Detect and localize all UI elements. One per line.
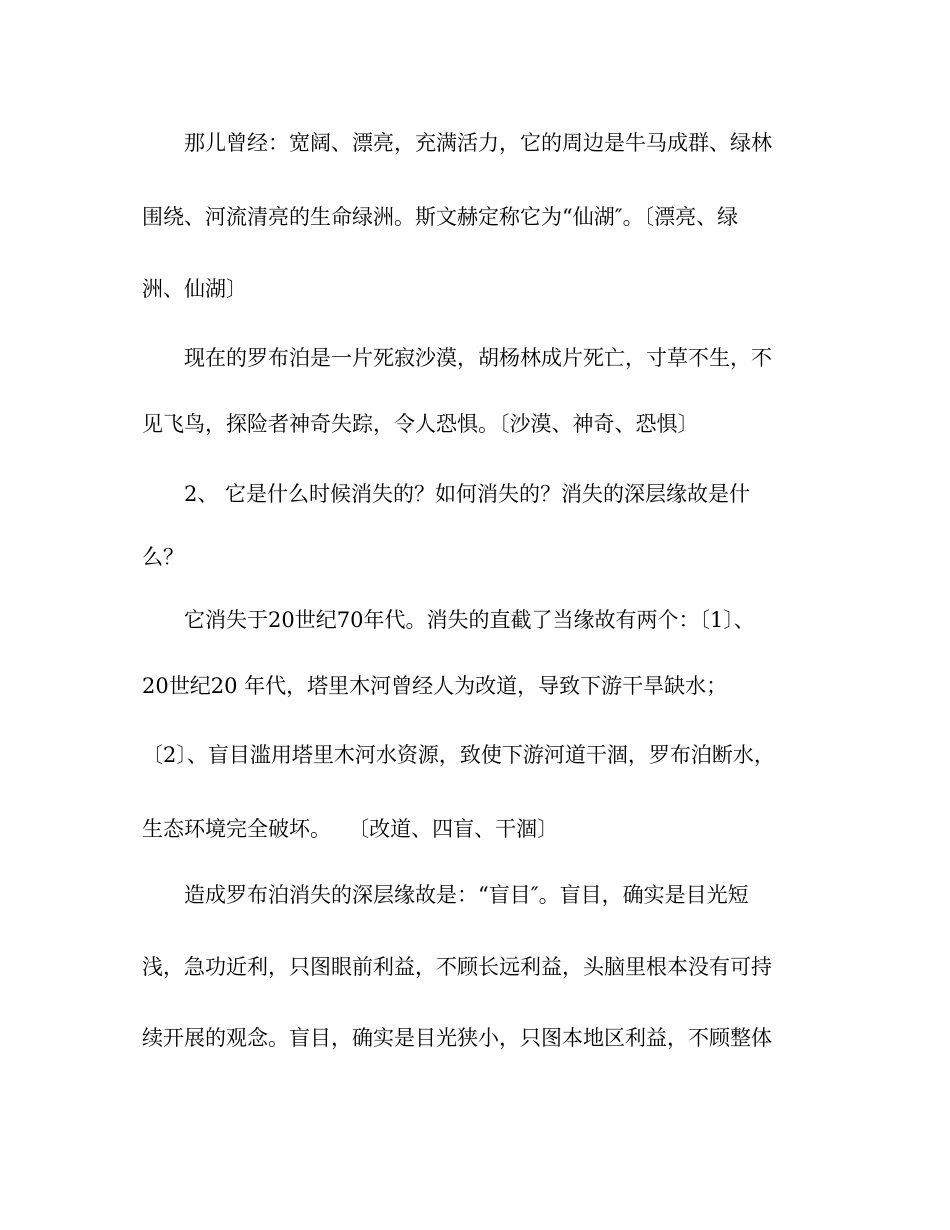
text-line: 浅，急功近利，只图眼前利益，不顾长远利益，头脑里根本没有可持: [142, 955, 772, 979]
text-line: 见飞鸟，探险者神奇失踪，令人恐惧。〔沙漠、神奇、恐惧〕: [142, 412, 699, 436]
text-line: 现在的罗布泊是一片死寂沙漠，胡杨林成片死亡，寸草不生，不: [184, 346, 772, 370]
text-line: 造成罗布泊消失的深层缘故是：“盲目″。盲目，确实是目光短: [184, 883, 749, 907]
question-heading-cont: 么？: [142, 545, 184, 569]
text-line: 生态环境完全破坏。 〔改道、四盲、干涸〕: [142, 817, 559, 841]
text-line: 续开展的观念。盲目，确实是目光狭小，只图本地区利益，不顾整体: [142, 1026, 772, 1050]
text-line: 围绕、河流清亮的生命绿洲。斯文赫定称它为“仙湖″。〔漂亮、绿: [142, 205, 739, 229]
text-line: 它消失于20世纪70年代。消失的直截了当缘故有两个：〔1〕、: [184, 608, 755, 632]
question-heading: 2、 它是什么时候消失的？如何消失的？消失的深层缘故是什: [184, 482, 751, 506]
text-line: 20世纪20 年代，塔里木河曾经人为改道，导致下游干旱缺水；: [142, 674, 728, 698]
text-line: 那儿曾经：宽阔、漂亮，充满活力，它的周边是牛马成群、绿林: [184, 131, 772, 155]
text-line: 〔2〕、盲目滥用塔里木河水资源，致使下游河道干涸，罗布泊断水，: [142, 743, 775, 767]
text-line: 洲、仙湖〕: [142, 277, 247, 301]
